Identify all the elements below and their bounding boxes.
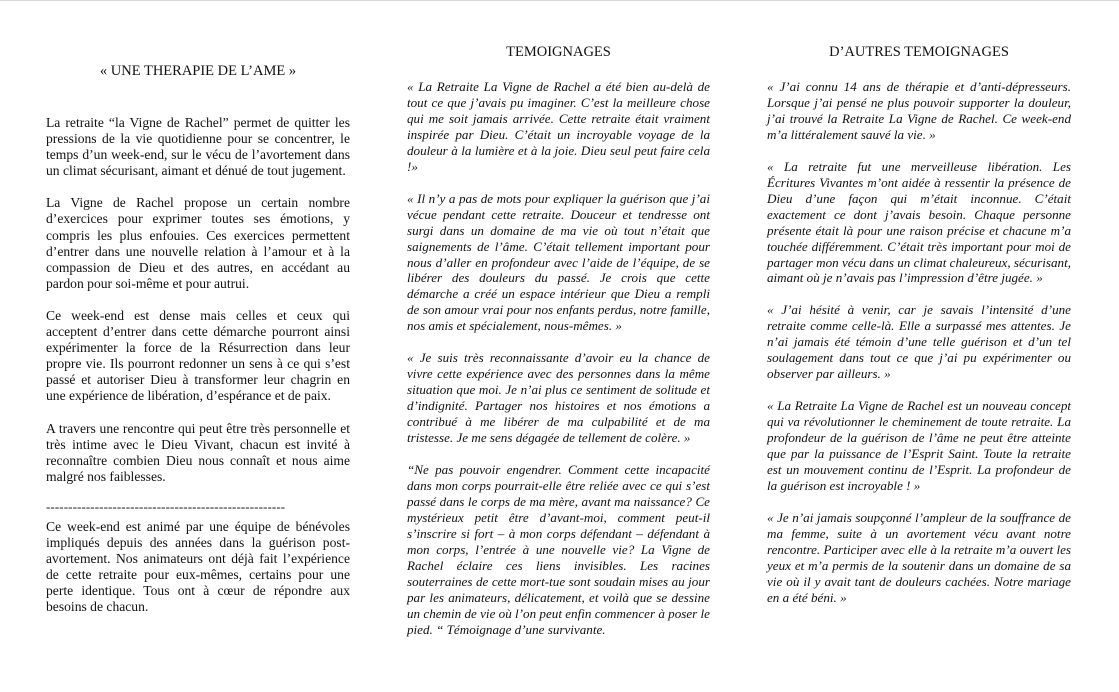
testimonial: « Je suis très reconnaissante d’avoir eu la chance de vivre cette expérience avec des personnes dans la même situation que moi. Je n’ai plus ce sentiment de solitude et d’indignité. Partager nos histoires et nos émotions a contribué à me libérer de ma culpabilité et de ma tristesse. Je me sens dégagée de tellement de colère. »: [407, 350, 710, 446]
team-paragraph: Ce week-end est animé par une équipe de bénévoles impliqués depuis des années dans la guérison post-avortement. Nos animateurs ont déjà fait l’expérience de cette retraite pour eux-mêmes, certains pour une perte identique. Tous ont à cœur de répondre aux besoins de chacun.: [46, 518, 350, 615]
testimonial: « J’ai connu 14 ans de thérapie et d’anti-dépresseurs. Lorsque j’ai pensé ne plus pouvoir supporter la douleur, j’ai trouvé la Retraite La Vigne de Rachel. Ce week-end m’a littéralement sauvé la vie. »: [767, 79, 1071, 142]
therapy-heading: « UNE THERAPIE DE L’AME »: [99, 63, 297, 79]
testimonial: « Il n’y a pas de mots pour expliquer la guérison que j’ai vécue pendant cette retraite. Douceur et tendresse ont surgi dans un domaine de ma vie où tout n’était que saignements de l’âme. C’était tellement important pour nous d’aller en profondeur avec l’aide de l’équipe, de se libérer des douleurs du passé. Je crois que cette démarche a créé un espace intérieur que Dieu a rempli de son amour vrai pour nos enfants perdus, notre famille, nos amis et spécialement, nous-mêmes. »: [407, 190, 710, 334]
testimonials-body: [407, 79, 710, 654]
therapy-paragraph: La Vigne de Rachel propose un certain nombre d’exercices pour exprimer toutes ses émotions, y compris les plus enfouies. Ces exercices permettent d’entrer dans une nouvelle relation à l’amour et à la compassion de Dieu et des autres, en accédant au pardon pour soi-même et pour autrui.: [46, 195, 350, 291]
page-top-border: [0, 0, 1119, 1]
therapy-paragraph: Ce week-end est dense mais celles et ceux qui acceptent d’entrer dans cette démarche pourront ainsi expérimenter la force de la Résurrection dans leur propre vie. Ils pourront redonner un sens à ce qui s’est passé et autoriser Dieu à transformer leur chagrin en une expérience de libération, d’espérance et de paix.: [46, 307, 350, 404]
testimonial: « Je n’ai jamais soupçonné l’ampleur de la souffrance de ma femme, suite à un avortement vécu avant notre rencontre. Participer avec elle à la retraite m’a ouvert les yeux et m’a permis de la soutenir dans un domaine de sa vie où il y avait tant de douleurs cachées. Notre mariage en a été béni. »: [767, 509, 1071, 605]
therapy-paragraph: La retraite “la Vigne de Rachel” permet de quitter les pressions de la vie quotidienne pour se concentrer, le temps d’un week-end, sur le vécu de l’avortement dans un climat sécurisant, aimant et dénué de tout jugement.: [46, 115, 350, 179]
testimonial: « J’ai hésité à venir, car je savais l’intensité d’une retraite comme celle-là. Elle a surpassé mes attentes. Je n’ai jamais été témoin d’une telle guérison et d’un tel soulagement dans tout ce que j’ai pu expérimenter ou observer par ailleurs. »: [767, 302, 1071, 382]
dashed-separator: ------------------------------------------------------: [46, 500, 286, 513]
more-testimonials-heading: D’AUTRES TEMOIGNAGES: [829, 44, 1009, 60]
therapy-paragraph: A travers une rencontre qui peut être très personnelle et très intime avec le Dieu Vivant, chacun est invité à reconnaître combien Dieu nous connaît et nous aime malgré nos faiblesses.: [46, 420, 350, 484]
testimonial: « La Retraite La Vigne de Rachel a été bien au-delà de tout ce que j’avais pu imaginer. C’est la meilleure chose qui me soit jamais arrivée. Cette retraite était vraiment inspirée par Dieu. C’était un incroyable voyage de la douleur à la lumière et à la joie. Dieu seul peut faire cela !»: [407, 79, 710, 174]
testimonials-heading: TEMOIGNAGES: [506, 44, 611, 60]
therapy-body: [46, 115, 350, 631]
more-testimonials-body: [767, 79, 1071, 622]
testimonial: « La Retraite La Vigne de Rachel est un nouveau concept qui va révolutionner le cheminement de toute retraite. La profondeur de la guérison de l’âme ne peut être atteinte que par la puissance de l’Esprit Saint. Toute la retraite est un mouvement continu de l’Esprit. La profondeur de la guérison est incroyable ! »: [767, 398, 1071, 493]
testimonial: « La retraite fut une merveilleuse libération. Les Écritures Vivantes m’ont aidée à ressentir la présence de Dieu d’une façon qui m’était inconnue. C’était exactement ce dont j’avais besoin. Chaque personne présente était là pour une raison précise et chacune m’a touchée différemment. C’était très important pour moi de partager mon vécu dans un climat chaleureux, sécurisant, aimant où je n’avais pas l’impression d’être jugée. »: [767, 158, 1071, 286]
testimonial: “Ne pas pouvoir engendrer. Comment cette incapacité dans mon corps pourrait-elle être reliée avec ce qui s’est passé dans le corps de ma mère, avant ma naissance? Ce mystérieux petit être d’avant-moi, comment peut-il s’inscrire si fort – à mon corps défendant – défendant à mon corps, l’entrée à une nouvelle vie? La Vigne de Rachel éclaire ces liens invisibles. Les racines souterraines de cette mort-tue sont soudain mises au jour par les animateurs, délicatement, et voilà que se dessine un chemin de vie où l’on peut enfin commencer à poser le pied. “ Témoignage d’une survivante.: [407, 462, 710, 637]
